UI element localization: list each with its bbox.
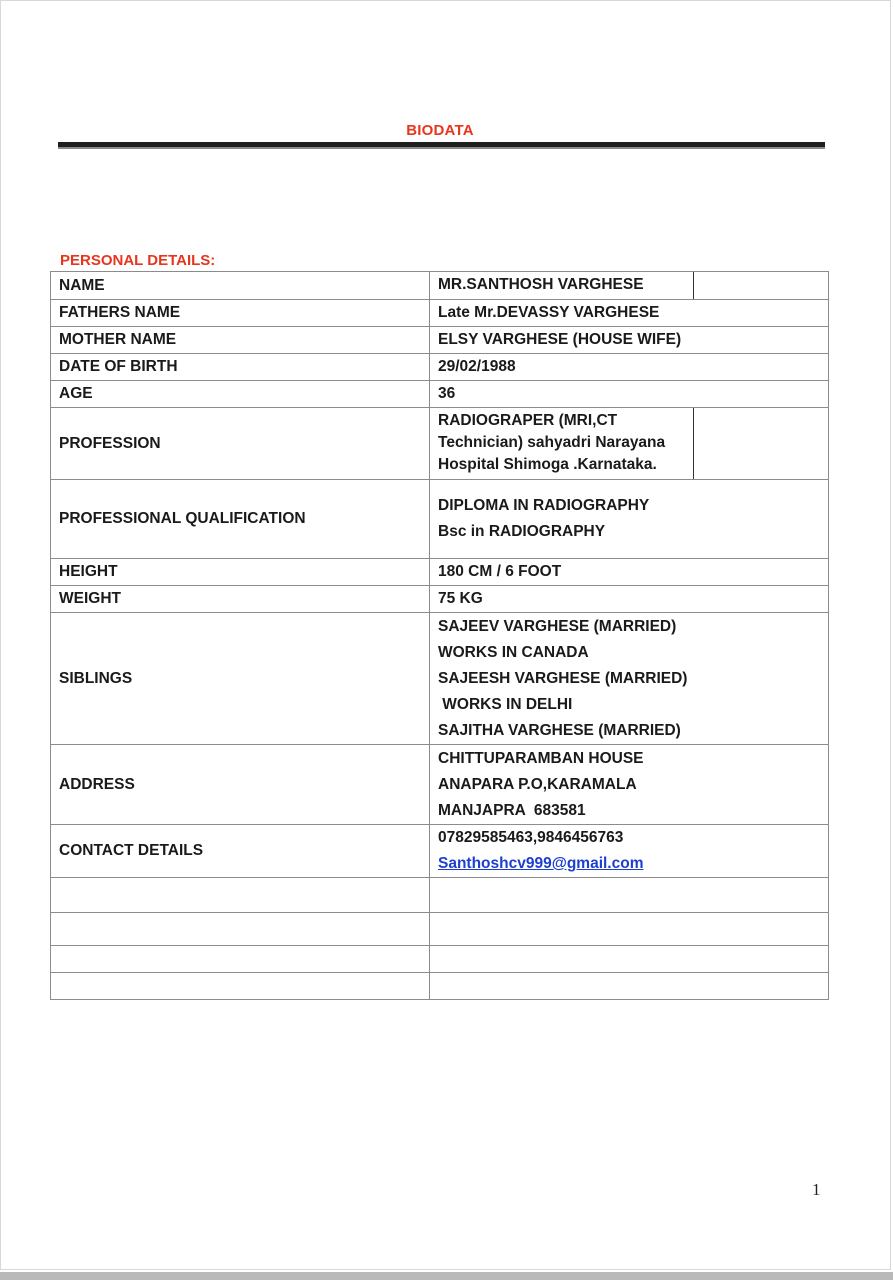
- table-row: [51, 354, 829, 381]
- table-row: [51, 586, 829, 613]
- row-label: SIBLINGS: [51, 613, 430, 745]
- row-value: 75 KG: [430, 586, 829, 613]
- row-value: ELSY VARGHESE (HOUSE WIFE): [430, 327, 829, 354]
- empty-cell: [51, 946, 430, 973]
- table-row: [51, 381, 829, 408]
- table-row: [51, 480, 829, 559]
- row-label: CONTACT DETAILS: [51, 825, 430, 878]
- empty-row: [51, 946, 829, 973]
- row-label: HEIGHT: [51, 559, 430, 586]
- value-line: RADIOGRAPER (MRI,CT: [438, 412, 618, 429]
- row-label: NAME: [51, 272, 430, 300]
- value-line: DIPLOMA IN RADIOGRAPHY: [438, 497, 650, 514]
- row-value: [430, 272, 829, 300]
- value-line: MANJAPRA 683581: [438, 801, 586, 819]
- row-label: AGE: [51, 381, 430, 408]
- blank-cell: [693, 408, 828, 479]
- row-value: Late Mr.DEVASSY VARGHESE: [430, 300, 829, 327]
- value-line: SAJITHA VARGHESE (MARRIED): [438, 721, 681, 739]
- value-line: WORKS IN DELHI: [438, 695, 573, 713]
- table-row: [51, 300, 829, 327]
- empty-row: [51, 913, 829, 946]
- empty-cell: [51, 973, 430, 1000]
- row-value: [430, 613, 829, 745]
- value-line: WORKS IN CANADA: [438, 643, 589, 661]
- row-value: [430, 745, 829, 825]
- row-label: ADDRESS: [51, 745, 430, 825]
- row-value: 29/02/1988: [430, 354, 829, 381]
- table-row: [51, 327, 829, 354]
- bottom-bar: [0, 1272, 893, 1280]
- row-value: [430, 480, 829, 559]
- empty-row: [51, 973, 829, 1000]
- row-label: FATHERS NAME: [51, 300, 430, 327]
- table-row: [51, 559, 829, 586]
- value-line: SAJEESH VARGHESE (MARRIED): [438, 669, 688, 687]
- empty-cell: [430, 973, 829, 1000]
- phone-numbers: 07829585463,9846456763: [438, 829, 624, 846]
- section-title: PERSONAL DETAILS:: [60, 252, 216, 269]
- row-label: MOTHER NAME: [51, 327, 430, 354]
- table-row: [51, 408, 829, 480]
- value-line: SAJEEV VARGHESE (MARRIED): [438, 617, 677, 635]
- empty-cell: [51, 913, 430, 946]
- value-line: CHITTUPARAMBAN HOUSE: [438, 749, 644, 767]
- row-label: WEIGHT: [51, 586, 430, 613]
- value-line: Hospital Shimoga .Karnataka.: [438, 456, 657, 473]
- empty-cell: [430, 878, 829, 913]
- row-label: PROFESSIONAL QUALIFICATION: [51, 480, 430, 559]
- page-number: 1: [812, 1180, 821, 1199]
- row-label: PROFESSION: [51, 408, 430, 480]
- empty-row: [51, 878, 829, 913]
- table-row: [51, 613, 829, 745]
- personal-details-table: [50, 271, 829, 1000]
- title-rule: [58, 142, 825, 149]
- value-line: ANAPARA P.O,KARAMALA: [438, 775, 637, 793]
- blank-cell: [693, 272, 828, 299]
- row-value: [430, 825, 829, 878]
- value-line: Technician) sahyadri Narayana: [438, 434, 666, 451]
- row-label: DATE OF BIRTH: [51, 354, 430, 381]
- empty-cell: [51, 878, 430, 913]
- email-link[interactable]: Santhoshcv999@gmail.com: [438, 855, 644, 872]
- row-value: [430, 408, 829, 480]
- empty-cell: [430, 946, 829, 973]
- row-value: 180 CM / 6 FOOT: [430, 559, 829, 586]
- row-value: 36: [430, 381, 829, 408]
- table-row: [51, 745, 829, 825]
- empty-cell: [430, 913, 829, 946]
- table-row: [51, 272, 829, 300]
- name-value: MR.SANTHOSH VARGHESE: [438, 276, 644, 293]
- table-row: [51, 825, 829, 878]
- value-line: Bsc in RADIOGRAPHY: [438, 523, 606, 540]
- document-title: BIODATA: [406, 122, 474, 139]
